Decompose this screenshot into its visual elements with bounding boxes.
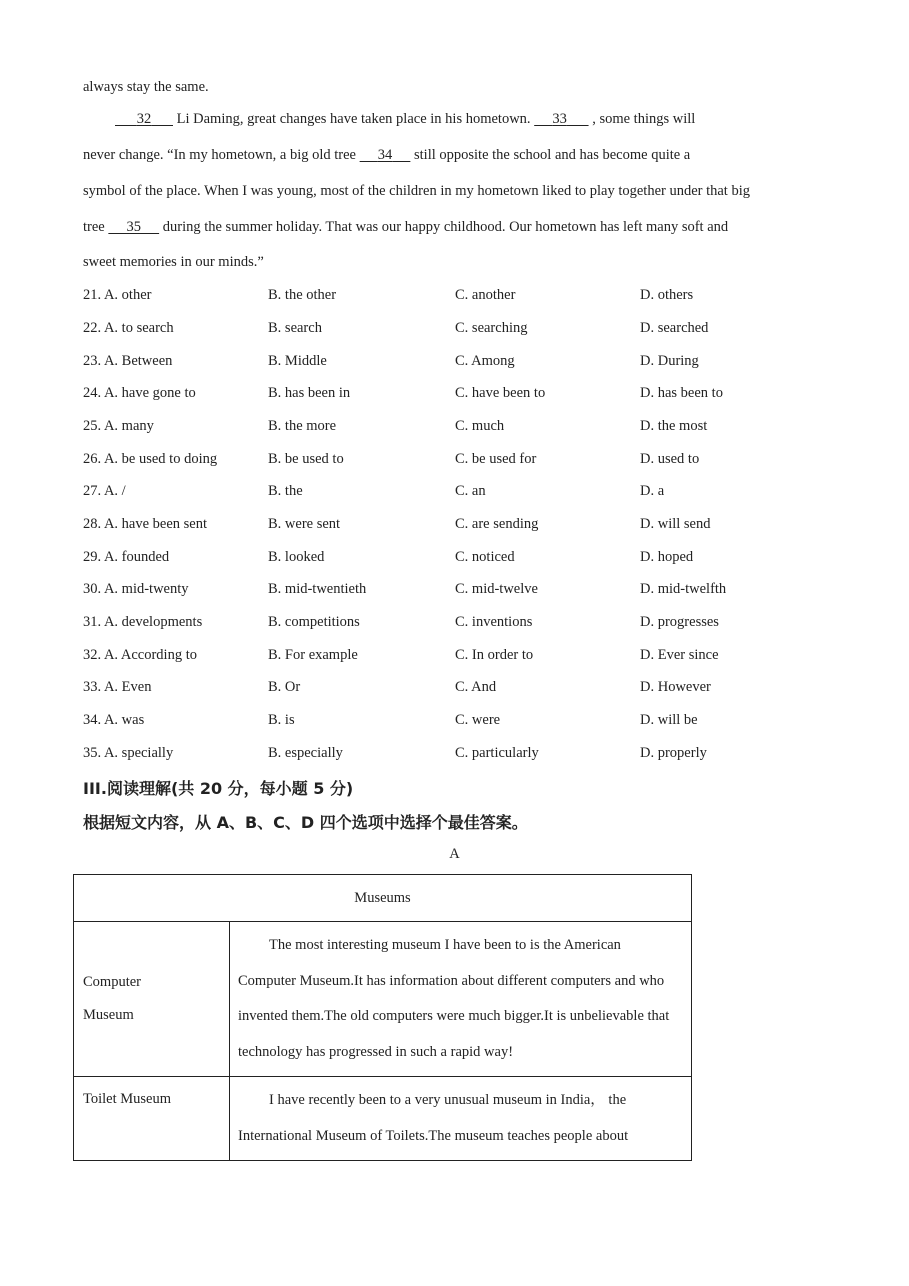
- blank-34: 34: [377, 147, 393, 163]
- option-a: 23. A. Between: [83, 353, 173, 369]
- question-row: [83, 614, 843, 634]
- passage-line: 32 Li Daming, great changes have taken place in his hometown. 33 , some things will: [115, 111, 695, 128]
- option-c: C. an: [455, 483, 486, 499]
- option-c: C. particularly: [455, 745, 539, 761]
- option-c: C. are sending: [455, 516, 539, 532]
- question-row: [83, 679, 843, 699]
- option-c: C. another: [455, 287, 516, 303]
- option-d: D. has been to: [640, 385, 723, 401]
- question-row: [83, 549, 843, 569]
- option-a: 25. A. many: [83, 418, 154, 434]
- option-a: 32. A. According to: [83, 647, 197, 663]
- option-b: B. Or: [268, 679, 301, 695]
- question-row: [83, 385, 843, 405]
- question-row: [83, 581, 843, 601]
- option-d: D. will be: [640, 712, 698, 728]
- option-d: D. properly: [640, 745, 707, 761]
- option-b: B. especially: [268, 745, 343, 761]
- blank-33: 33: [552, 111, 567, 127]
- option-d: D. During: [640, 353, 699, 369]
- passage-label: A: [449, 846, 460, 862]
- option-d: D. the most: [640, 418, 708, 434]
- section-title: III.阅读理解(共 20 分，每小题 5 分): [83, 779, 354, 798]
- option-d: D. hoped: [640, 549, 694, 565]
- table-row: [74, 1077, 692, 1161]
- option-b: B. search: [268, 320, 322, 336]
- option-d: D. However: [640, 679, 711, 695]
- option-c: C. were: [455, 712, 501, 728]
- option-a: 21. A. other: [83, 287, 152, 303]
- museums-table: [73, 874, 692, 1161]
- option-c: C. In order to: [455, 647, 534, 663]
- option-b: B. mid-twentieth: [268, 581, 367, 597]
- option-d: D. will send: [640, 516, 711, 532]
- option-c: C. Among: [455, 353, 515, 369]
- option-a: 22. A. to search: [83, 320, 174, 336]
- blank-32: 32: [136, 111, 152, 127]
- table-header: Museums: [74, 875, 692, 922]
- option-a: 28. A. have been sent: [83, 516, 208, 532]
- museum-description: I have recently been to a very unusual museum in India， the International Museum of Toilets.The museum teaches people about: [230, 1077, 692, 1161]
- blank-35: 35: [126, 219, 141, 235]
- option-b: B. be used to: [268, 451, 344, 467]
- option-d: D. others: [640, 287, 694, 303]
- option-d: D. used to: [640, 451, 700, 467]
- option-c: C. much: [455, 418, 505, 434]
- question-row: [83, 745, 843, 765]
- question-row: [83, 451, 843, 471]
- question-row: [83, 647, 843, 667]
- option-b: B. were sent: [268, 516, 341, 532]
- option-c: C. And: [455, 679, 497, 695]
- option-a: 31. A. developments: [83, 614, 203, 630]
- option-c: C. be used for: [455, 451, 537, 467]
- option-d: D. mid-twelfth: [640, 581, 727, 597]
- museum-name: Computer Museum: [74, 922, 230, 1077]
- option-b: B. the more: [268, 418, 337, 434]
- option-b: B. has been in: [268, 385, 351, 401]
- option-d: D. Ever since: [640, 647, 719, 663]
- table-row: [74, 922, 692, 1077]
- passage-line: tree 35 during the summer holiday. That was our happy childhood. Our hometown has left many soft and: [83, 219, 729, 235]
- option-d: D. searched: [640, 320, 709, 336]
- option-c: C. mid-twelve: [455, 581, 538, 597]
- option-a: 29. A. founded: [83, 549, 170, 565]
- passage-line: symbol of the place. When I was young, most of the children in my hometown liked to play together under that big: [83, 183, 750, 199]
- option-c: C. searching: [455, 320, 528, 336]
- museum-description: The most interesting museum I have been to is the American Computer Museum.It has information about different computers and who invented them.The old computers were much bigger.It is unbelievable that technology has progressed in such a rapid way!: [230, 922, 692, 1077]
- museum-name: Toilet Museum: [74, 1077, 230, 1161]
- section-instruction: 根据短文内容，从 A、B、C、D 四个选项中选择个最佳答案。: [83, 813, 528, 832]
- option-c: C. inventions: [455, 614, 533, 630]
- option-d: D. a: [640, 483, 665, 499]
- question-row: [83, 483, 843, 503]
- question-row: [83, 353, 843, 373]
- option-a: 24. A. have gone to: [83, 385, 196, 401]
- option-b: B. is: [268, 712, 295, 728]
- option-c: C. noticed: [455, 549, 515, 565]
- option-a: 35. A. specially: [83, 745, 174, 761]
- option-c: C. have been to: [455, 385, 546, 401]
- table-header-row: [74, 875, 692, 922]
- question-row: [83, 320, 843, 340]
- option-d: D. progresses: [640, 614, 719, 630]
- option-b: B. competitions: [268, 614, 360, 630]
- passage-line: never change. “In my hometown, a big old tree 34 still opposite the school and has become quite a: [83, 147, 691, 163]
- question-row: [83, 516, 843, 536]
- passage-line: sweet memories in our minds.”: [83, 254, 264, 270]
- option-a: 33. A. Even: [83, 679, 152, 695]
- option-b: B. Middle: [268, 353, 327, 369]
- option-b: B. looked: [268, 549, 325, 565]
- option-b: B. For example: [268, 647, 358, 663]
- option-b: B. the: [268, 483, 303, 499]
- option-b: B. the other: [268, 287, 337, 303]
- question-row: [83, 418, 843, 438]
- option-a: 30. A. mid-twenty: [83, 581, 189, 597]
- passage-line: always stay the same.: [83, 79, 209, 95]
- option-a: 27. A. /: [83, 483, 126, 499]
- option-a: 34. A. was: [83, 712, 145, 728]
- question-row: [83, 712, 843, 732]
- option-a: 26. A. be used to doing: [83, 451, 218, 467]
- question-row: [83, 287, 843, 307]
